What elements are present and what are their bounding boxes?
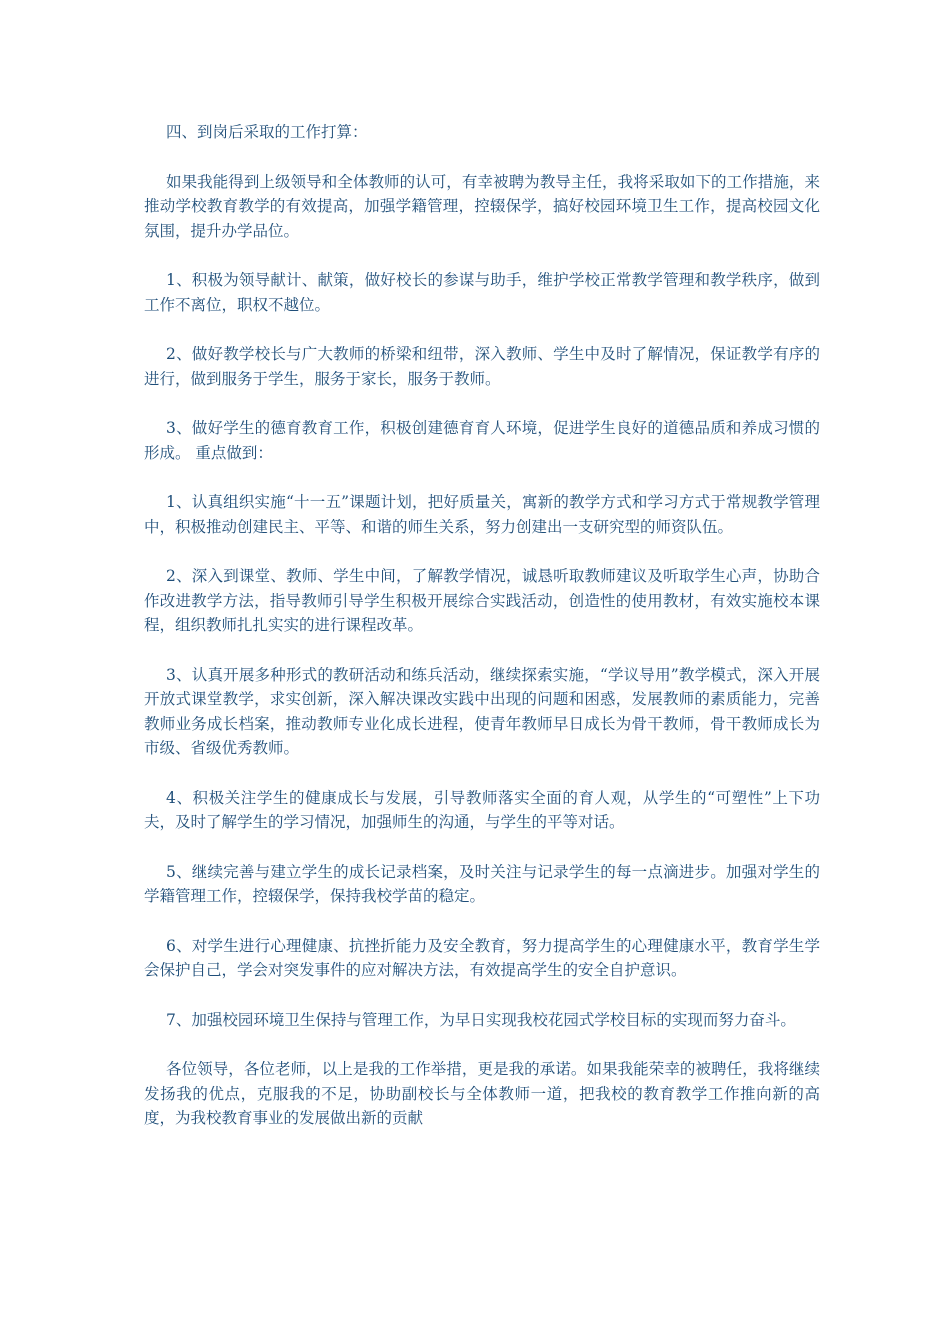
focus-item-3: 3、认真开展多种形式的教研活动和练兵活动，继续探索实施，“学议导用”教学模式，深入开展开放式课堂教学，求实创新，深入解决课改实践中出现的问题和困惑，发展教师的素质能力，完善教师业务成长档案，推动教师专业化成长进程，使青年教师早日成长为骨干教师，骨干教师成长为市级、省级优秀教师。 — [144, 665, 820, 757]
closing-paragraph: 各位领导，各位老师，以上是我的工作举措，更是我的承诺。如果我能荣幸的被聘任，我将继续发扬我的优点，克服我的不足，协助副校长与全体教师一道，把我校的教育教学工作推向新的高度，为我校教育事业的发展做出新的贡献 — [144, 1060, 820, 1127]
focus-item-7: 7、加强校园环境卫生保持与管理工作，为早日实现我校花园式学校目标的实现而努力奋斗。 — [166, 1010, 796, 1029]
focus-item-5: 5、继续完善与建立学生的成长记录档案，及时关注与记录学生的每一点滴进步。加强对学生的学籍管理工作，控辍保学，保持我校学苗的稳定。 — [144, 862, 820, 905]
focus-item-1: 1、认真组织实施“十一五”课题计划，把好质量关，寓新的教学方式和学习方式于常规教学管理中，积极推动创建民主、平等、和谐的师生关系，努力创建出一支研究型的师资队伍。 — [144, 493, 820, 536]
measure-item-1: 1、积极为领导献计、献策，做好校长的参谋与助手，维护学校正常教学管理和教学秩序，做到工作不离位，职权不越位。 — [144, 271, 820, 314]
measure-item-3: 3、做好学生的德育教育工作，积极创建德育育人环境，促进学生良好的道德品质和养成习惯的形成。 重点做到： — [144, 419, 820, 462]
focus-item-2: 2、深入到课堂、教师、学生中间，了解教学情况，诚恳听取教师建议及听取学生心声，协助合作改进教学方法，指导教师引导学生积极开展综合实践活动，创造性的使用教材，有效实施校本课程，组织教师扎扎实实的进行课程改革。 — [144, 567, 820, 634]
measure-item-2: 2、做好教学校长与广大教师的桥梁和纽带，深入教师、学生中及时了解情况，保证教学有序的进行，做到服务于学生，服务于家长，服务于教师。 — [144, 345, 820, 388]
intro-paragraph: 如果我能得到上级领导和全体教师的认可，有幸被聘为教导主任，我将采取如下的工作措施，来推动学校教育教学的有效提高，加强学籍管理，控辍保学，搞好校园环境卫生工作，提高校园文化氛围，提升办学品位。 — [144, 172, 820, 240]
focus-item-6: 6、对学生进行心理健康、抗挫折能力及安全教育，努力提高学生的心理健康水平，教育学生学会保护自己，学会对突发事件的应对解决方法，有效提高学生的安全自护意识。 — [144, 936, 820, 979]
focus-item-4: 4、积极关注学生的健康成长与发展，引导教师落实全面的育人观，从学生的“可塑性”上下功夫，及时了解学生的学习情况，加强师生的沟通，与学生的平等对话。 — [144, 788, 820, 831]
document-page — [144, 120, 820, 1156]
section-heading: 四、到岗后采取的工作打算： — [166, 123, 368, 141]
